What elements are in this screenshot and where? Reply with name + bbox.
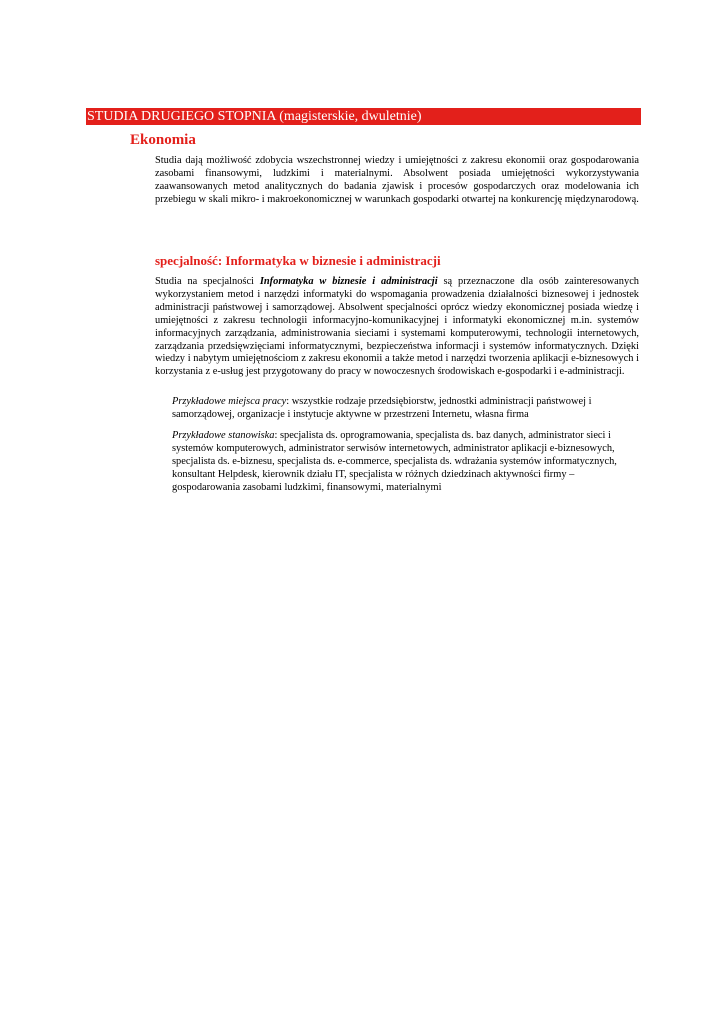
workplaces-label: Przykładowe miejsca pracy [172, 396, 287, 407]
example-positions [172, 430, 634, 495]
specialty-text-before: Studia na specjalności [155, 276, 260, 287]
specialty-text-after: są przeznaczone dla osób zainteresowanych wykorzystaniem metod i narzędzi informatyki do wspomagania prowadzenia działalności biznesowej i jednostek administracji państwowej i samorządowej. Absolwent specjalności oprócz wiedzy ekonomicznej posiada wiedzę i umiejętności z zakresu technologii informacyjno-komunikacyjnej i informatyki ekonomicznej m.in. systemów informacyjnych zarządzania, administrowania sieciami i systemami komputerowymi, technologii internetowych, zarządzania przedsięwzięciami informatycznymi, bezpieczeństwa informacji i systemów informatycznych. Dzięki wiedzy i nabytym umiejętnościom z zakresu ekonomii a także metod i narzędzi tworzenia aplikacji e-biznesowych i korzystania z e-usług jest przygotowany do pracy w nowoczesnych środowiskach e-gospodarki i e-administracji. [155, 276, 639, 378]
section-banner [86, 108, 641, 125]
specialty-name: Informatyka w biznesie i administracji [259, 276, 438, 287]
positions-label: Przykładowe stanowiska [172, 430, 275, 441]
banner-title: STUDIA DRUGIEGO STOPNIA [87, 109, 276, 124]
banner-subtitle: (magisterskie, dwuletnie) [275, 109, 422, 124]
specialty-description [155, 276, 639, 379]
positions-text: : specjalista ds. oprogramowania, specjalista ds. baz danych, administrator sieci i systemów komputerowych, administrator serwisów internetowych, administrator aplikacji e-biznesowych, specjalista ds. e-biznesu, specjalista ds. e-commerce, specjalista ds. wdrażania systemów informatycznych, konsultant Helpdesk, kierownik działu IT, specjalista w różnych dziedzinach aktywności firmy – gospodarowania zasobami ludzkimi, finansowymi, materialnymi [172, 430, 617, 493]
workplaces-text: : wszystkie rodzaje przedsiębiorstw, jednostki administracji państwowej i samorządowej, organizacje i instytucje aktywne w przestrzeni Internetu, własna firma [172, 396, 592, 420]
specialty-heading: specjalność: Informatyka w biznesie i administracji [155, 253, 441, 268]
field-description: Studia dają możliwość zdobycia wszechstronnej wiedzy i umiejętności z zakresu ekonomii oraz gospodarowania zasobami finansowymi, ludzkimi i materialnymi. Absolwent posiada umiejętności wykorzystywania zaawansowanych metod analitycznych do badania zjawisk i procesów gospodarczych oraz modelowania ich przebiegu w skali mikro- i makroekonomicznej w warunkach gospodarki otwartej na konkurencję międzynarodową. [155, 155, 639, 205]
example-workplaces [172, 396, 634, 422]
field-heading: Ekonomia [130, 132, 196, 148]
